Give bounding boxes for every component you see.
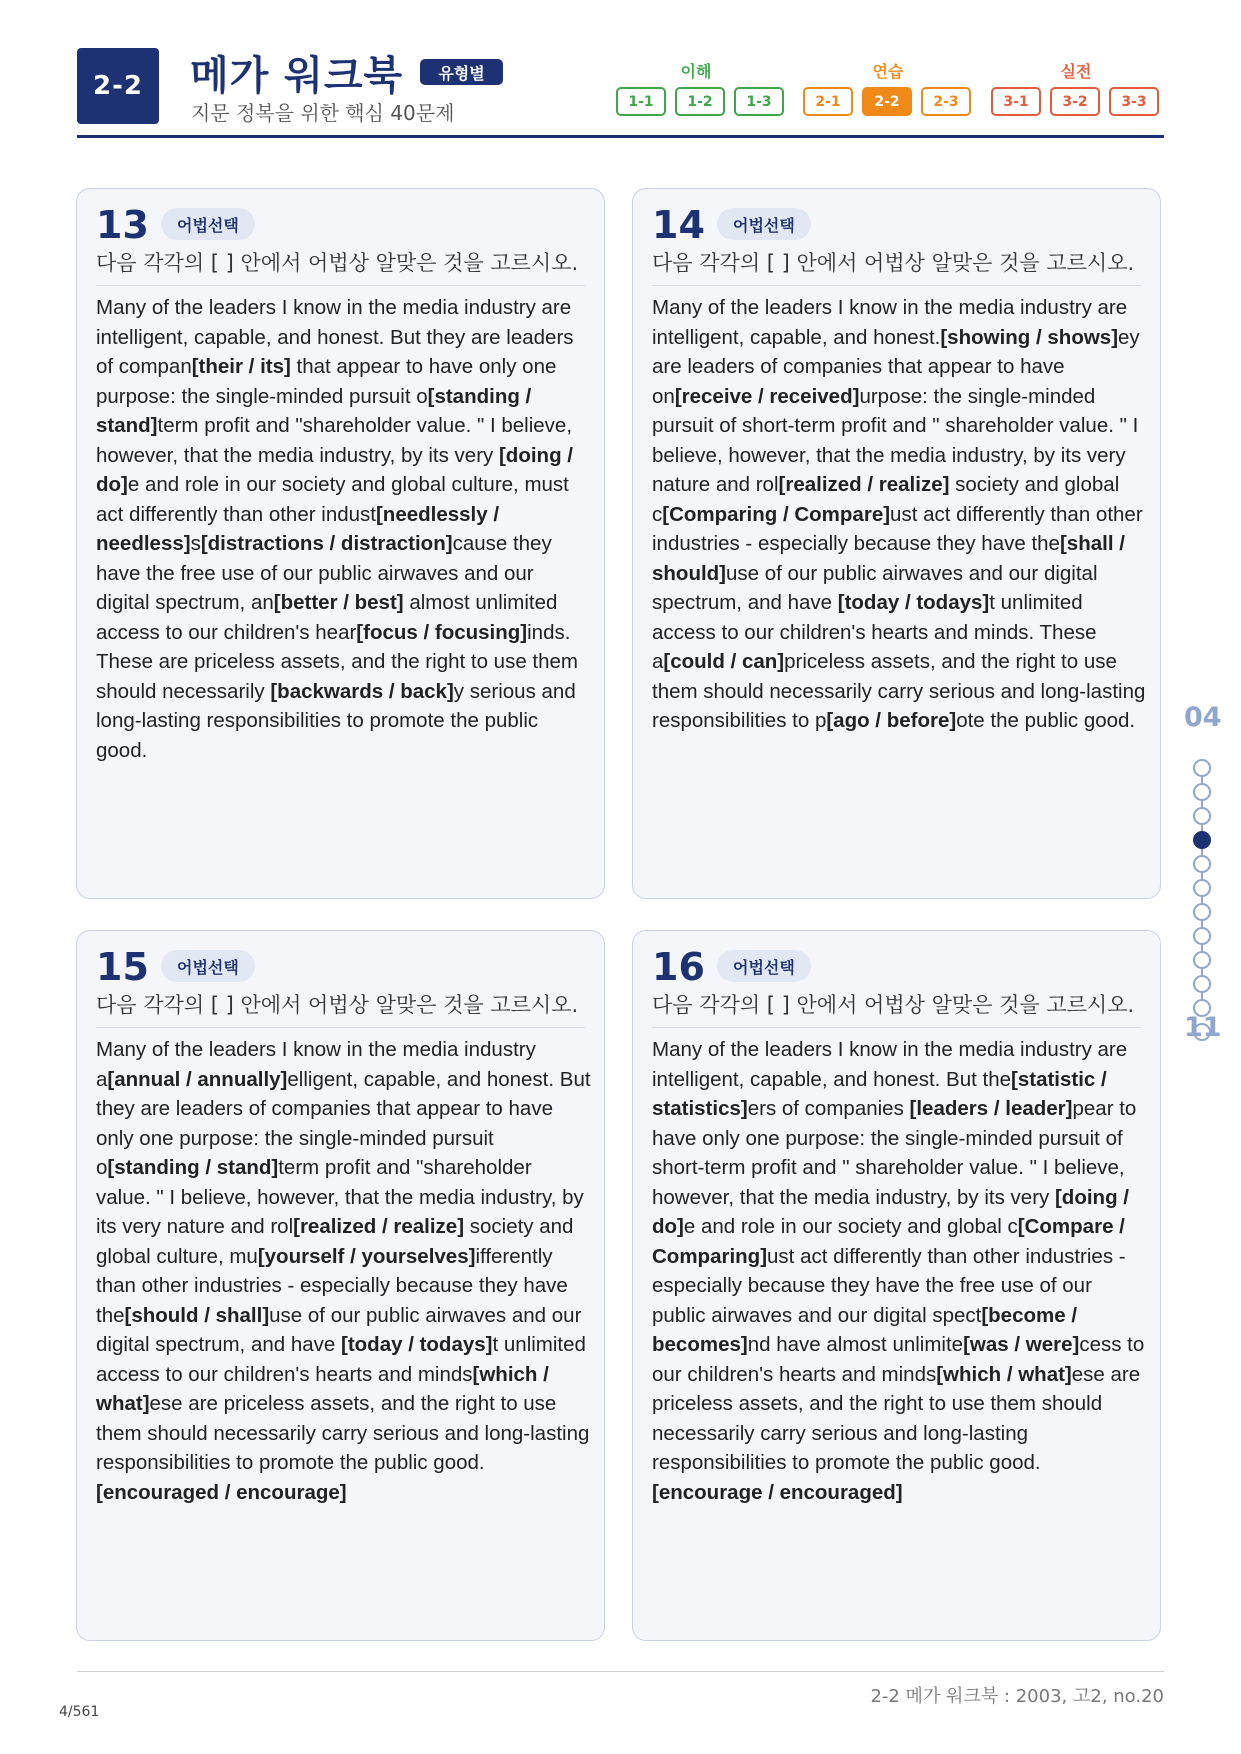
passage-run: e and role in our society and global c <box>683 1215 1018 1238</box>
level-group-label-practice: 연습 <box>872 62 904 81</box>
header-divider <box>77 135 1164 138</box>
grammar-choice: [shall / should] <box>652 532 1125 585</box>
passage-run: y serious and long-lasting responsibilities to promote the public good. <box>96 679 576 762</box>
passage-text <box>652 1035 1147 1507</box>
passage-run: elligent, capable, and honest. But they are leaders of companies that appear to have only one purpose: the single-minded pursuit o <box>96 1067 591 1179</box>
grammar-choice: [Compare / Comparing] <box>652 1215 1125 1268</box>
grammar-choice: [today / todays] <box>837 591 990 614</box>
passage-run: ese are priceless assets, and the right to use them should necessarily carry serious and long-lasting responsibilities to promote the public good. <box>652 1362 1141 1474</box>
question-divider <box>652 285 1141 286</box>
passage-run: e and role in our society and global culture, must act differently than other indust <box>96 473 569 526</box>
level-group-label-understand: 이해 <box>680 62 712 81</box>
grammar-choice: [today / todays] <box>341 1333 493 1356</box>
passage-text <box>652 293 1147 736</box>
passage-run: almost unlimited access to our children's hear <box>96 591 558 644</box>
level-button-2-2[interactable]: 2-2 <box>862 87 912 116</box>
passage-run: Many of the leaders I know in the media industry are intelligent, capable, and honest. But they are leaders of compan <box>96 296 574 378</box>
passage-run: cause they have the free use of our public airwaves and our digital spectrum, an <box>96 532 552 614</box>
page-title: 메가 워크북 <box>190 53 404 99</box>
grammar-choice: [needlessly / needless] <box>96 502 500 555</box>
passage-run: nd have almost unlimite <box>747 1333 964 1356</box>
question-number: 13 <box>96 203 149 247</box>
passage-run: Many of the leaders I know in the media industry a <box>96 1038 536 1091</box>
question-instruction: 다음 각각의 [ ] 안에서 어법상 알맞은 것을 고르시오. <box>652 993 1135 1017</box>
question-instruction: 다음 각각의 [ ] 안에서 어법상 알맞은 것을 고르시오. <box>652 251 1135 275</box>
passage-run: cess to our children's hearts and minds <box>652 1333 1145 1386</box>
side-nav-dot[interactable] <box>1193 951 1211 969</box>
grammar-choice: [encouraged / encourage] <box>96 1480 347 1504</box>
grammar-choice: [was / were] <box>963 1333 1080 1356</box>
passage-run: t unlimited access to our children's hearts and minds. These a <box>652 591 1097 673</box>
question-card <box>632 930 1161 1641</box>
level-group-label-real: 실전 <box>1060 62 1092 81</box>
side-nav-dot[interactable] <box>1193 783 1211 801</box>
side-nav-end: 11 <box>1184 1012 1222 1043</box>
question-number: 16 <box>652 945 705 989</box>
passage-run: ey are leaders of companies that appear to have on <box>652 325 1140 408</box>
passage-run: t unlimited access to our children's hearts and minds <box>96 1333 586 1386</box>
question-type-tag: 어법선택 <box>161 208 255 240</box>
level-button-2-3[interactable]: 2-3 <box>921 87 971 116</box>
question-type-tag: 어법선택 <box>717 208 811 240</box>
side-nav-dot[interactable] <box>1193 879 1211 897</box>
grammar-choice: [showing / shows] <box>940 325 1119 349</box>
passage-run: inds. These are priceless assets, and the right to use them should necessarily <box>96 620 579 703</box>
passage-run: society and global culture, mu <box>96 1215 574 1268</box>
grammar-choice: [become / becomes] <box>652 1303 1078 1356</box>
passage-run: Many of the leaders I know in the media industry are intelligent, capable, and honest. <box>652 296 1128 349</box>
level-button-1-2[interactable]: 1-2 <box>675 87 725 116</box>
grammar-choice: [focus / focusing] <box>356 620 528 644</box>
footer-source: 2-2 메가 워크북 : 2003, 고2, no.20 <box>870 1686 1164 1707</box>
side-nav-dot[interactable] <box>1193 855 1211 873</box>
grammar-choice: [should / shall] <box>124 1303 270 1327</box>
passage-run: ust act differently than other industries - especially because they have the <box>652 502 1143 555</box>
question-divider <box>96 1027 585 1028</box>
question-instruction: 다음 각각의 [ ] 안에서 어법상 알맞은 것을 고르시오. <box>96 993 579 1017</box>
passage-text <box>96 293 591 765</box>
passage-run: use of our public airwaves and our digital spectrum, and have <box>652 561 1098 614</box>
question-divider <box>652 1027 1141 1028</box>
passage-run: Many of the leaders I know in the media industry are intelligent, capable, and honest. But the <box>652 1038 1128 1091</box>
grammar-choice: [standing / stand] <box>107 1156 279 1179</box>
grammar-choice: [could / can] <box>663 650 785 673</box>
question-card <box>632 188 1161 899</box>
passage-run: society and global c <box>652 473 1120 526</box>
grammar-choice: [doing / do] <box>96 443 573 496</box>
level-button-1-1[interactable]: 1-1 <box>616 87 666 116</box>
grammar-choice: [which / what] <box>96 1362 549 1415</box>
question-instruction: 다음 각각의 [ ] 안에서 어법상 알맞은 것을 고르시오. <box>96 251 579 275</box>
question-number: 15 <box>96 945 149 989</box>
side-nav-dot[interactable] <box>1193 759 1211 777</box>
grammar-choice: [realized / realize] <box>293 1215 465 1238</box>
passage-run: that appear to have only one purpose: the single-minded pursuit o <box>96 355 557 408</box>
grammar-choice: [backwards / back] <box>270 679 454 703</box>
grammar-choice: [leaders / leader] <box>909 1097 1073 1120</box>
passage-run: term profit and "shareholder value. " I believe, however, that the media industry, by its very <box>96 414 573 467</box>
grammar-choice: [better / best] <box>273 591 404 614</box>
passage-run: ers of companies <box>747 1097 910 1120</box>
question-number: 14 <box>652 203 705 247</box>
level-button-1-3[interactable]: 1-3 <box>734 87 784 116</box>
passage-run: ust act differently than other industries - especially because they have the free use of our public airwaves and our digital spect <box>652 1244 1126 1327</box>
grammar-choice: [statistic / statistics] <box>652 1067 1107 1120</box>
passage-run: priceless assets, and the right to use them should necessarily carry serious and long-lasting responsibilities to p <box>652 650 1146 732</box>
grammar-choice: [distractions / distraction] <box>200 532 453 555</box>
grammar-choice: [annual / annually] <box>107 1067 288 1091</box>
grammar-choice: [which / what] <box>936 1362 1072 1386</box>
grammar-choice: [Comparing / Compare] <box>662 502 891 526</box>
grammar-choice: [standing / stand] <box>96 384 532 437</box>
grammar-choice: [yourself / yourselves] <box>257 1244 476 1268</box>
side-nav-dot[interactable] <box>1193 807 1211 825</box>
grammar-choice: [doing / do] <box>652 1185 1129 1238</box>
grammar-choice: [encourage / encouraged] <box>652 1480 903 1504</box>
side-nav-dot[interactable] <box>1193 831 1211 849</box>
section-badge: 2-2 <box>77 48 159 124</box>
passage-run: pear to have only one purpose: the single-minded pursuit of short-term profit and " shareholder value. " I believe, however, that the media industry, by its very <box>652 1097 1137 1209</box>
passage-run: s <box>190 532 201 555</box>
question-type-tag: 어법선택 <box>717 950 811 982</box>
grammar-choice: [realized / realize] <box>778 473 950 496</box>
passage-run: ese are priceless assets, and the right to use them should necessarily carry serious and long-lasting responsibilities to promote the public good. <box>96 1392 590 1474</box>
footer-divider <box>77 1671 1164 1672</box>
question-card <box>76 188 605 899</box>
question-divider <box>96 285 585 286</box>
page-number: 4/561 <box>59 1704 100 1720</box>
side-nav-dot[interactable] <box>1193 927 1211 945</box>
grammar-choice: [ago / before] <box>826 709 957 732</box>
passage-run: ote the public good. <box>956 709 1136 732</box>
side-nav-dot[interactable] <box>1193 903 1211 921</box>
passage-run: ifferently than other industries - especially because they have the <box>96 1244 568 1327</box>
page-subtitle: 지문 정복을 위한 핵심 40문제 <box>191 101 455 125</box>
question-card <box>76 930 605 1641</box>
side-nav-start: 04 <box>1184 702 1222 733</box>
passage-run: term profit and "shareholder value. " I believe, however, that the media industry, by its very nature and rol <box>96 1156 584 1238</box>
level-button-3-3[interactable]: 3-3 <box>1109 87 1159 116</box>
level-button-2-1[interactable]: 2-1 <box>803 87 853 116</box>
passage-run: use of our public airwaves and our digital spectrum, and have <box>96 1303 582 1356</box>
level-button-3-2[interactable]: 3-2 <box>1050 87 1100 116</box>
grammar-choice: [their / its] <box>191 355 291 378</box>
type-tag: 유형별 <box>420 59 503 85</box>
passage-run: urpose: the single-minded pursuit of short-term profit and " shareholder value. " I believe, however, that the media industry, by its very nature and rol <box>652 384 1139 496</box>
question-type-tag: 어법선택 <box>161 950 255 982</box>
passage-text <box>96 1035 591 1507</box>
side-nav-dot[interactable] <box>1193 975 1211 993</box>
grammar-choice: [receive / received] <box>674 384 860 408</box>
level-button-3-1[interactable]: 3-1 <box>991 87 1041 116</box>
